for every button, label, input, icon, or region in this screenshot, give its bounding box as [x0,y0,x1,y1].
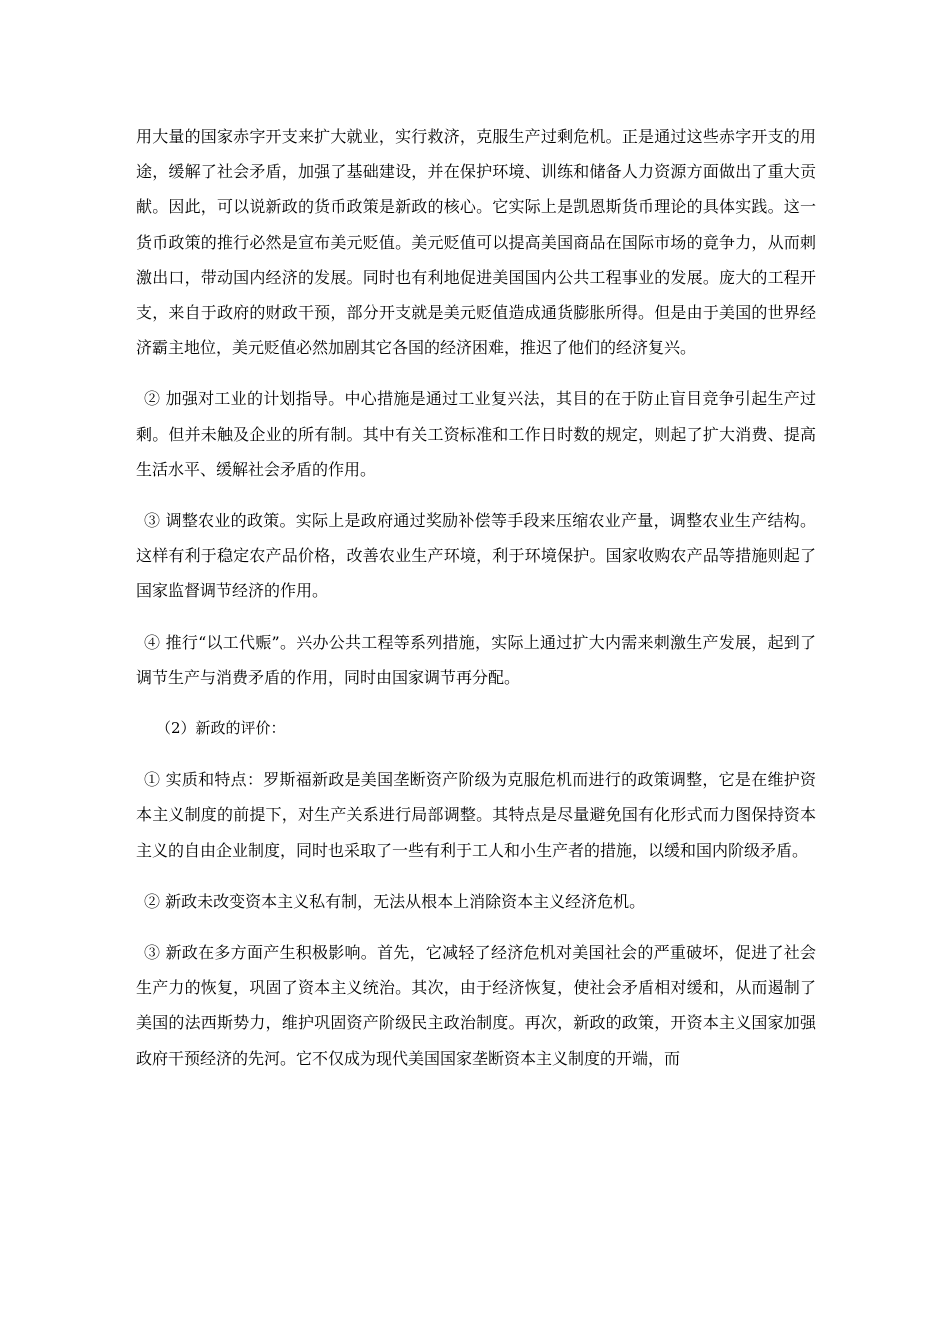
paragraph-work-relief: ④ 推行“以工代赈”。兴办公共工程等系列措施，实际上通过扩大内需来刺激生产发展，起到了调节生产与消费矛盾的作用，同时由国家调节再分配。 [136,632,816,687]
paragraph-essence-features: ① 实质和特点：罗斯福新政是美国垄断资产阶级为克服危机而进行的政策调整，它是在维护资本主义制度的前提下，对生产关系进行局部调整。其特点是尽量避免国有化形式而力图保持资本主义的自由企业制度，同时也采取了一些有利于工人和小生产者的措施，以缓和国内阶级矛盾。 [136,770,816,860]
section-heading-evaluation: （2）新政的评价： [156,719,286,738]
paragraph-limitation: ② 新政未改变资本主义私有制，无法从根本上消除资本主义经济危机。 [144,891,646,911]
paragraph-agriculture-policy: ③ 调整农业的政策。实际上是政府通过奖励补偿等手段来压缩农业产量，调整农业生产结构。这样有利于稳定农产品价格，改善农业生产环境，利于环境保护。国家收购农产品等措施则起了国家监督调节经济的作用。 [136,511,816,601]
paragraph-industry-guidance: ② 加强对工业的计划指导。中心措施是通过工业复兴法，其目的在于防止盲目竞争引起生产过剩。但并未触及企业的所有制。其中有关工资标准和工作日时数的规定，则起了扩大消费、提高生活水平、缓解社会矛盾的作用。 [136,389,816,479]
document-body [136,119,816,1076]
paragraph-dollar-devaluation: 用大量的国家赤字开支来扩大就业，实行救济，克服生产过剩危机。正是通过这些赤字开支的用途，缓解了社会矛盾，加强了基础建设，并在保护环境、训练和储备人力资源方面做出了重大贡献。因此，可以说新政的货币政策是新政的核心。它实际上是凯恩斯货币理论的具体实践。这一货币政策的推行必然是宣布美元贬值。美元贬值可以提高美国商品在国际市场的竟争力，从而刺激出口，带动国内经济的发展。同时也有利地促进美国国内公共工程事业的发展。庞大的工程开支，来自于政府的财政干预，部分开支就是美元贬值造成通货膨胀所得。但是由于美国的世界经济霸主地位，美元贬值必然加剧其它各国的经济困难，推迟了他们的经济复兴。 [136,127,816,358]
paragraph-positive-impact: ③ 新政在多方面产生积极影响。首先，它减轻了经济危机对美国社会的严重破坏，促进了社会生产力的恢复，巩固了资本主义统治。其次，由于经济恢复，使社会矛盾相对缓和，从而遏制了美国的法西斯势力，维护巩固资产阶级民主政治制度。再次，新政的政策，开资本主义国家加强政府干预经济的先河。它不仅成为现代美国国家垄断资本主义制度的开端，而 [136,943,816,1068]
